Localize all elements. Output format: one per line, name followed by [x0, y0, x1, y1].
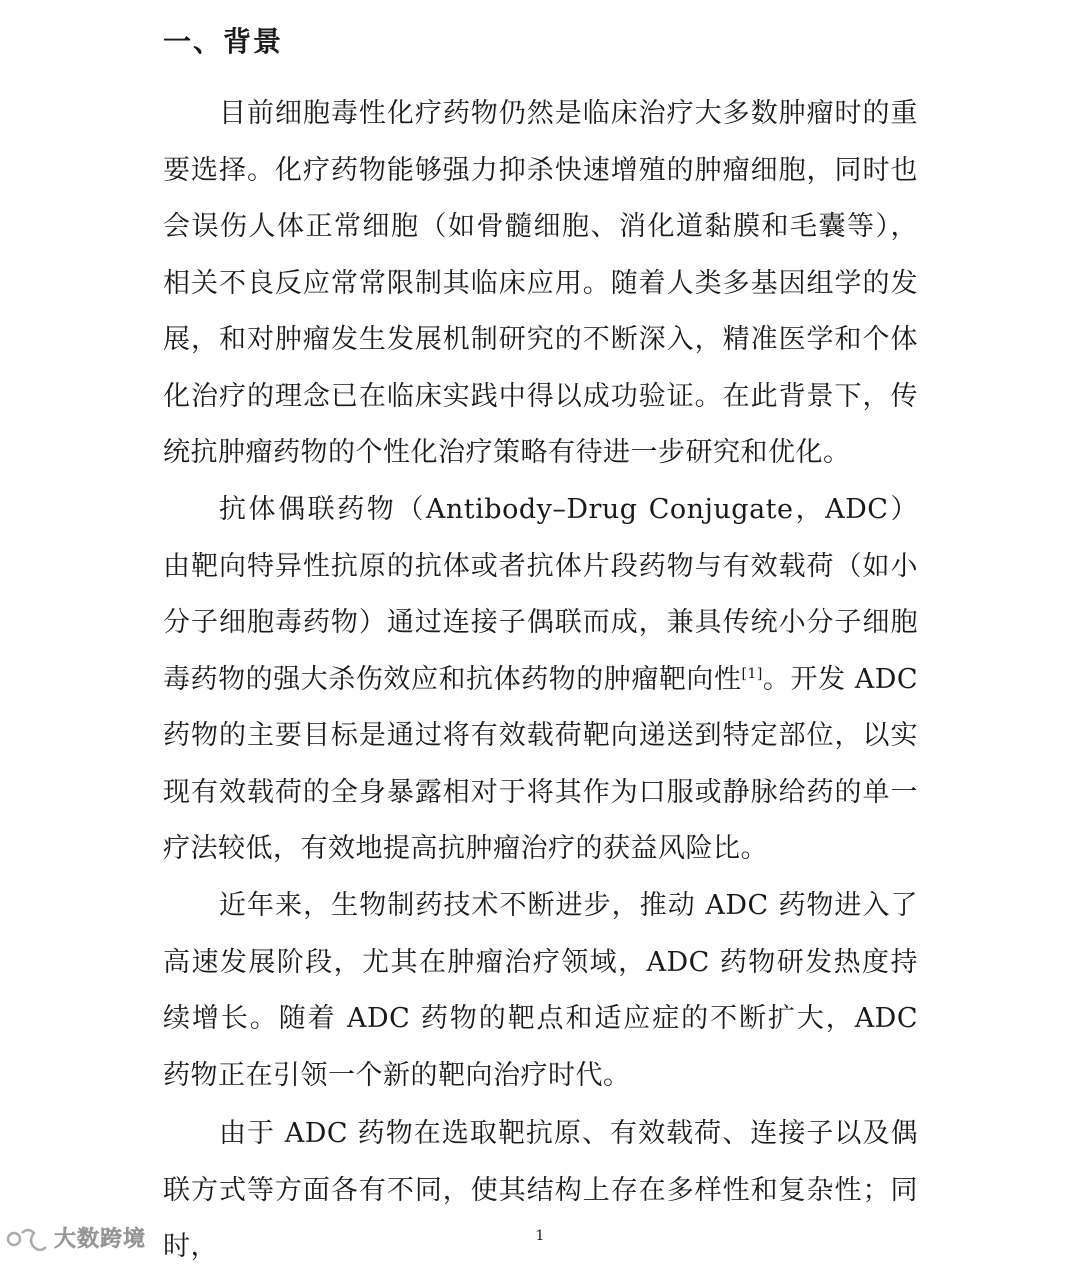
watermark-logo-icon [6, 1225, 48, 1251]
section-heading: 一、背景 [163, 25, 284, 58]
paragraph-2-text-a: 抗体偶联药物（Antibody–Drug Conjugate，ADC）由靶向特异性抗原的抗体或者抗体片段药物与有效载荷（如小分子细胞毒药物）通过连接子偶联而成，兼具传统小分子细胞毒药物的强大杀伤效应和抗体药物的肿瘤靶向性 [163, 494, 918, 695]
paragraph-3: 近年来，生物制药技术不断进步，推动 ADC 药物进入了高速发展阶段，尤其在肿瘤治疗领域，ADC 药物研发热度持续增长。随着 ADC 药物的靶点和适应症的不断扩大，ADC 药物正在引领一个新的靶向治疗时代。 [163, 890, 918, 1091]
paragraph-1: 目前细胞毒性化疗药物仍然是临床治疗大多数肿瘤时的重要选择。化疗药物能够强力抑杀快速增殖的肿瘤细胞，同时也会误伤人体正常细胞（如骨髓细胞、消化道黏膜和毛囊等），相关不良反应常常限制其临床应用。随着人类多基因组学的发展，和对肿瘤发生发展机制研究的不断深入，精准医学和个体化治疗的理念已在临床实践中得以成功验证。在此背景下，传统抗肿瘤药物的个性化治疗策略有待进一步研究和优化。 [163, 98, 918, 468]
watermark [6, 1222, 146, 1253]
page-number: 1 [535, 1228, 545, 1244]
citation-ref: [1] [741, 665, 763, 682]
paragraph-4: 由于 ADC 药物在选取靶抗原、有效载荷、连接子以及偶联方式等方面各有不同，使其结构上存在多样性和复杂性；同时， [163, 1118, 918, 1262]
paragraph-2-text-b: 。开发 ADC 药物的主要目标是通过将有效载荷靶向递送到特定部位，以实现有效载荷的全身暴露相对于将其作为口服或静脉给药的单一疗法较低，有效地提高抗肿瘤治疗的获益风险比。 [163, 663, 919, 864]
watermark-text: 大数跨境 [54, 1227, 147, 1252]
paragraph-2 [163, 482, 918, 878]
